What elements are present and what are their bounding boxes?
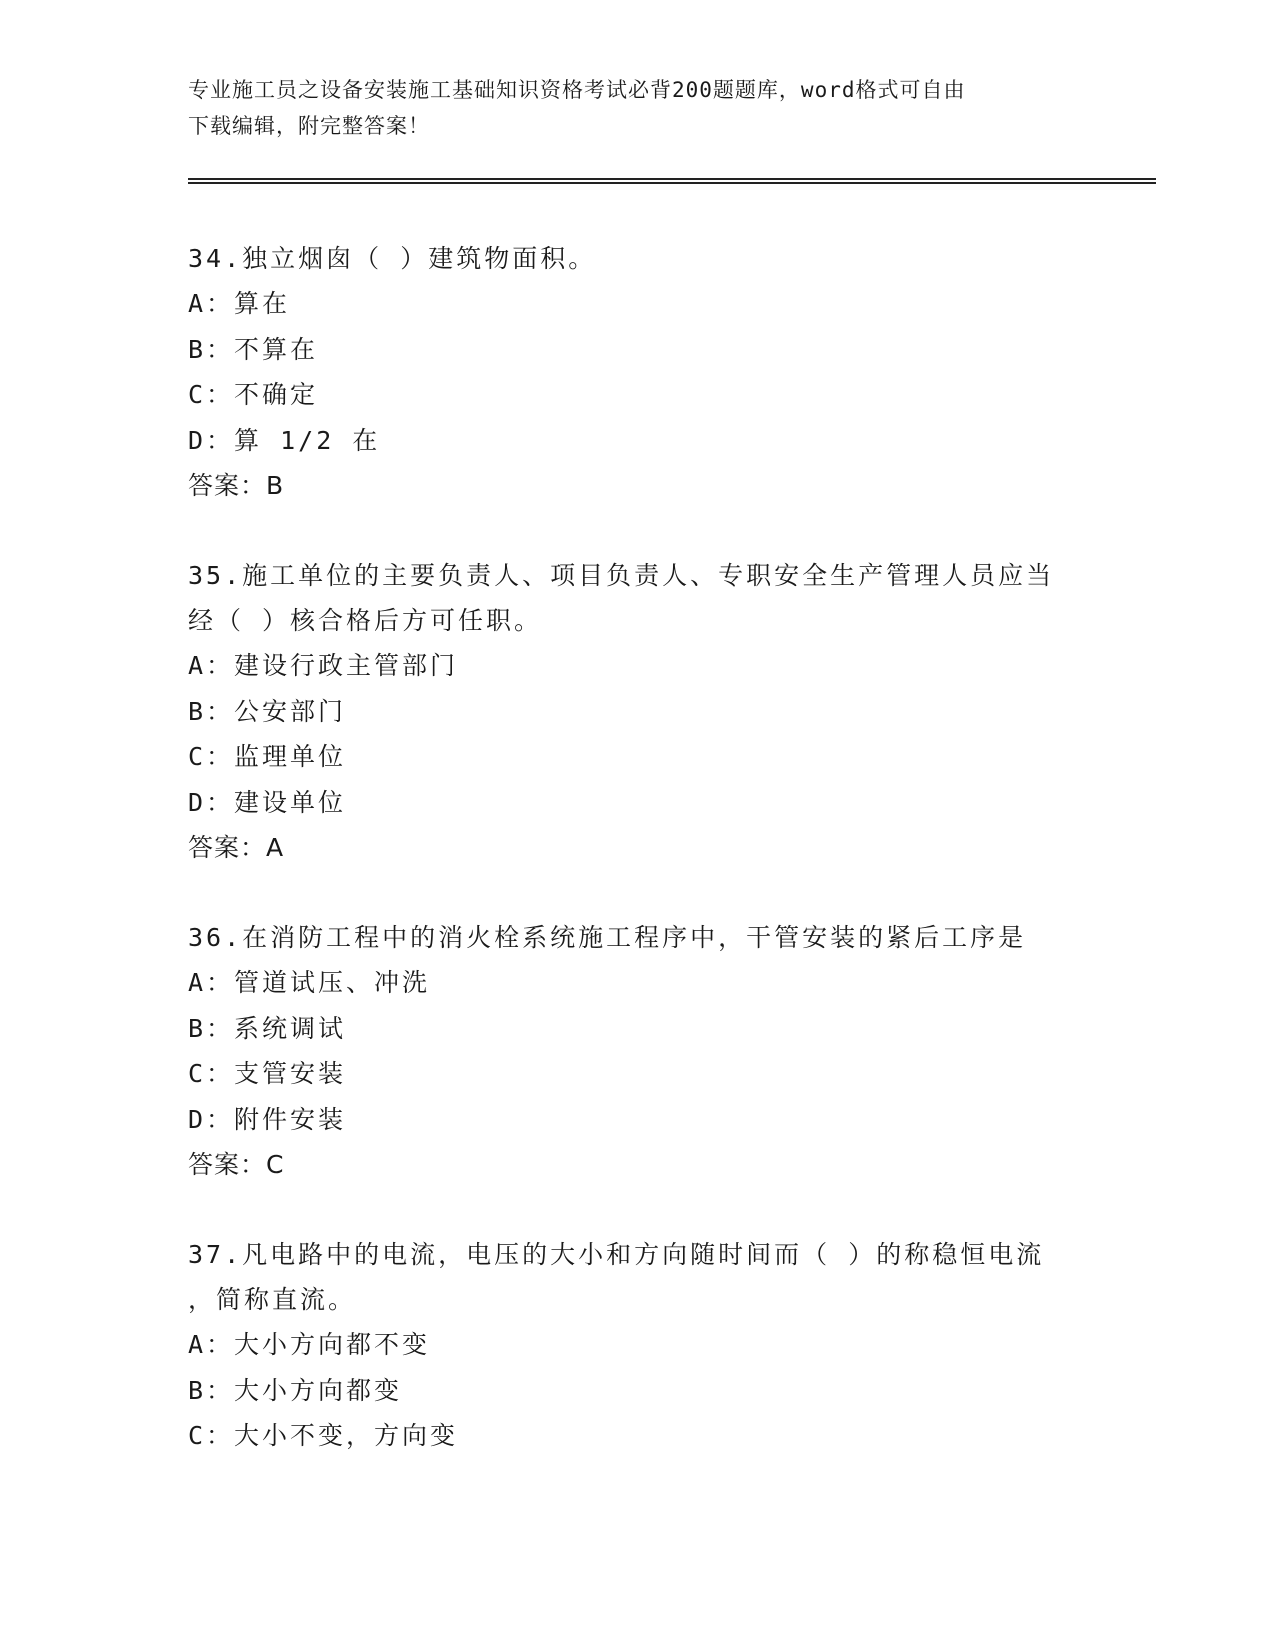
option-d: D：算 1/2 在: [188, 425, 381, 455]
question-36: [188, 915, 1088, 1187]
option-a: A：大小方向都不变: [188, 1330, 431, 1359]
answer: 答案：B: [188, 471, 285, 500]
option-c: C：不确定: [188, 380, 319, 409]
question-text-line-2: 经（ ）核合格后方可任职。: [188, 606, 543, 635]
option-b: B：公安部门: [188, 696, 347, 726]
question-text-line-2: ，简称直流。: [188, 1285, 357, 1314]
header-divider-top: [188, 178, 1156, 180]
answer: 答案：C: [188, 1150, 285, 1179]
option-a: A：管道试压、冲洗: [188, 968, 431, 997]
question-text-line-1: 35.施工单位的主要负责人、项目负责人、专职安全生产管理人员应当: [188, 561, 1055, 590]
question-text: 34.独立烟囱（ ）建筑物面积。: [188, 244, 597, 273]
header-line-2: 下载编辑，附完整答案！: [188, 114, 430, 138]
option-b: B：不算在: [188, 334, 319, 364]
question-37: [188, 1232, 1088, 1459]
option-b: B：大小方向都变: [188, 1375, 403, 1405]
question-35: [188, 553, 1088, 870]
option-c: C：大小不变，方向变: [188, 1421, 459, 1450]
question-text-line-1: 37.凡电路中的电流，电压的大小和方向随时间而（ ）的称稳恒电流: [188, 1240, 1045, 1269]
option-a: A：建设行政主管部门: [188, 651, 459, 680]
option-a: A：算在: [188, 289, 291, 318]
header-divider-bottom: [188, 182, 1156, 184]
option-d: D：建设单位: [188, 787, 347, 817]
option-b: B：系统调试: [188, 1013, 347, 1043]
question-34: [188, 236, 1088, 508]
answer: 答案：A: [188, 833, 285, 862]
document-header: [188, 72, 1068, 144]
question-list: [188, 236, 1088, 1504]
header-line-1: 专业施工员之设备安装施工基础知识资格考试必背200题题库，word格式可自由: [188, 78, 966, 102]
option-c: C：支管安装: [188, 1059, 347, 1088]
option-c: C：监理单位: [188, 742, 347, 771]
option-d: D：附件安装: [188, 1104, 347, 1134]
question-text: 36.在消防工程中的消火栓系统施工程序中，干管安装的紧后工序是: [188, 923, 1027, 952]
